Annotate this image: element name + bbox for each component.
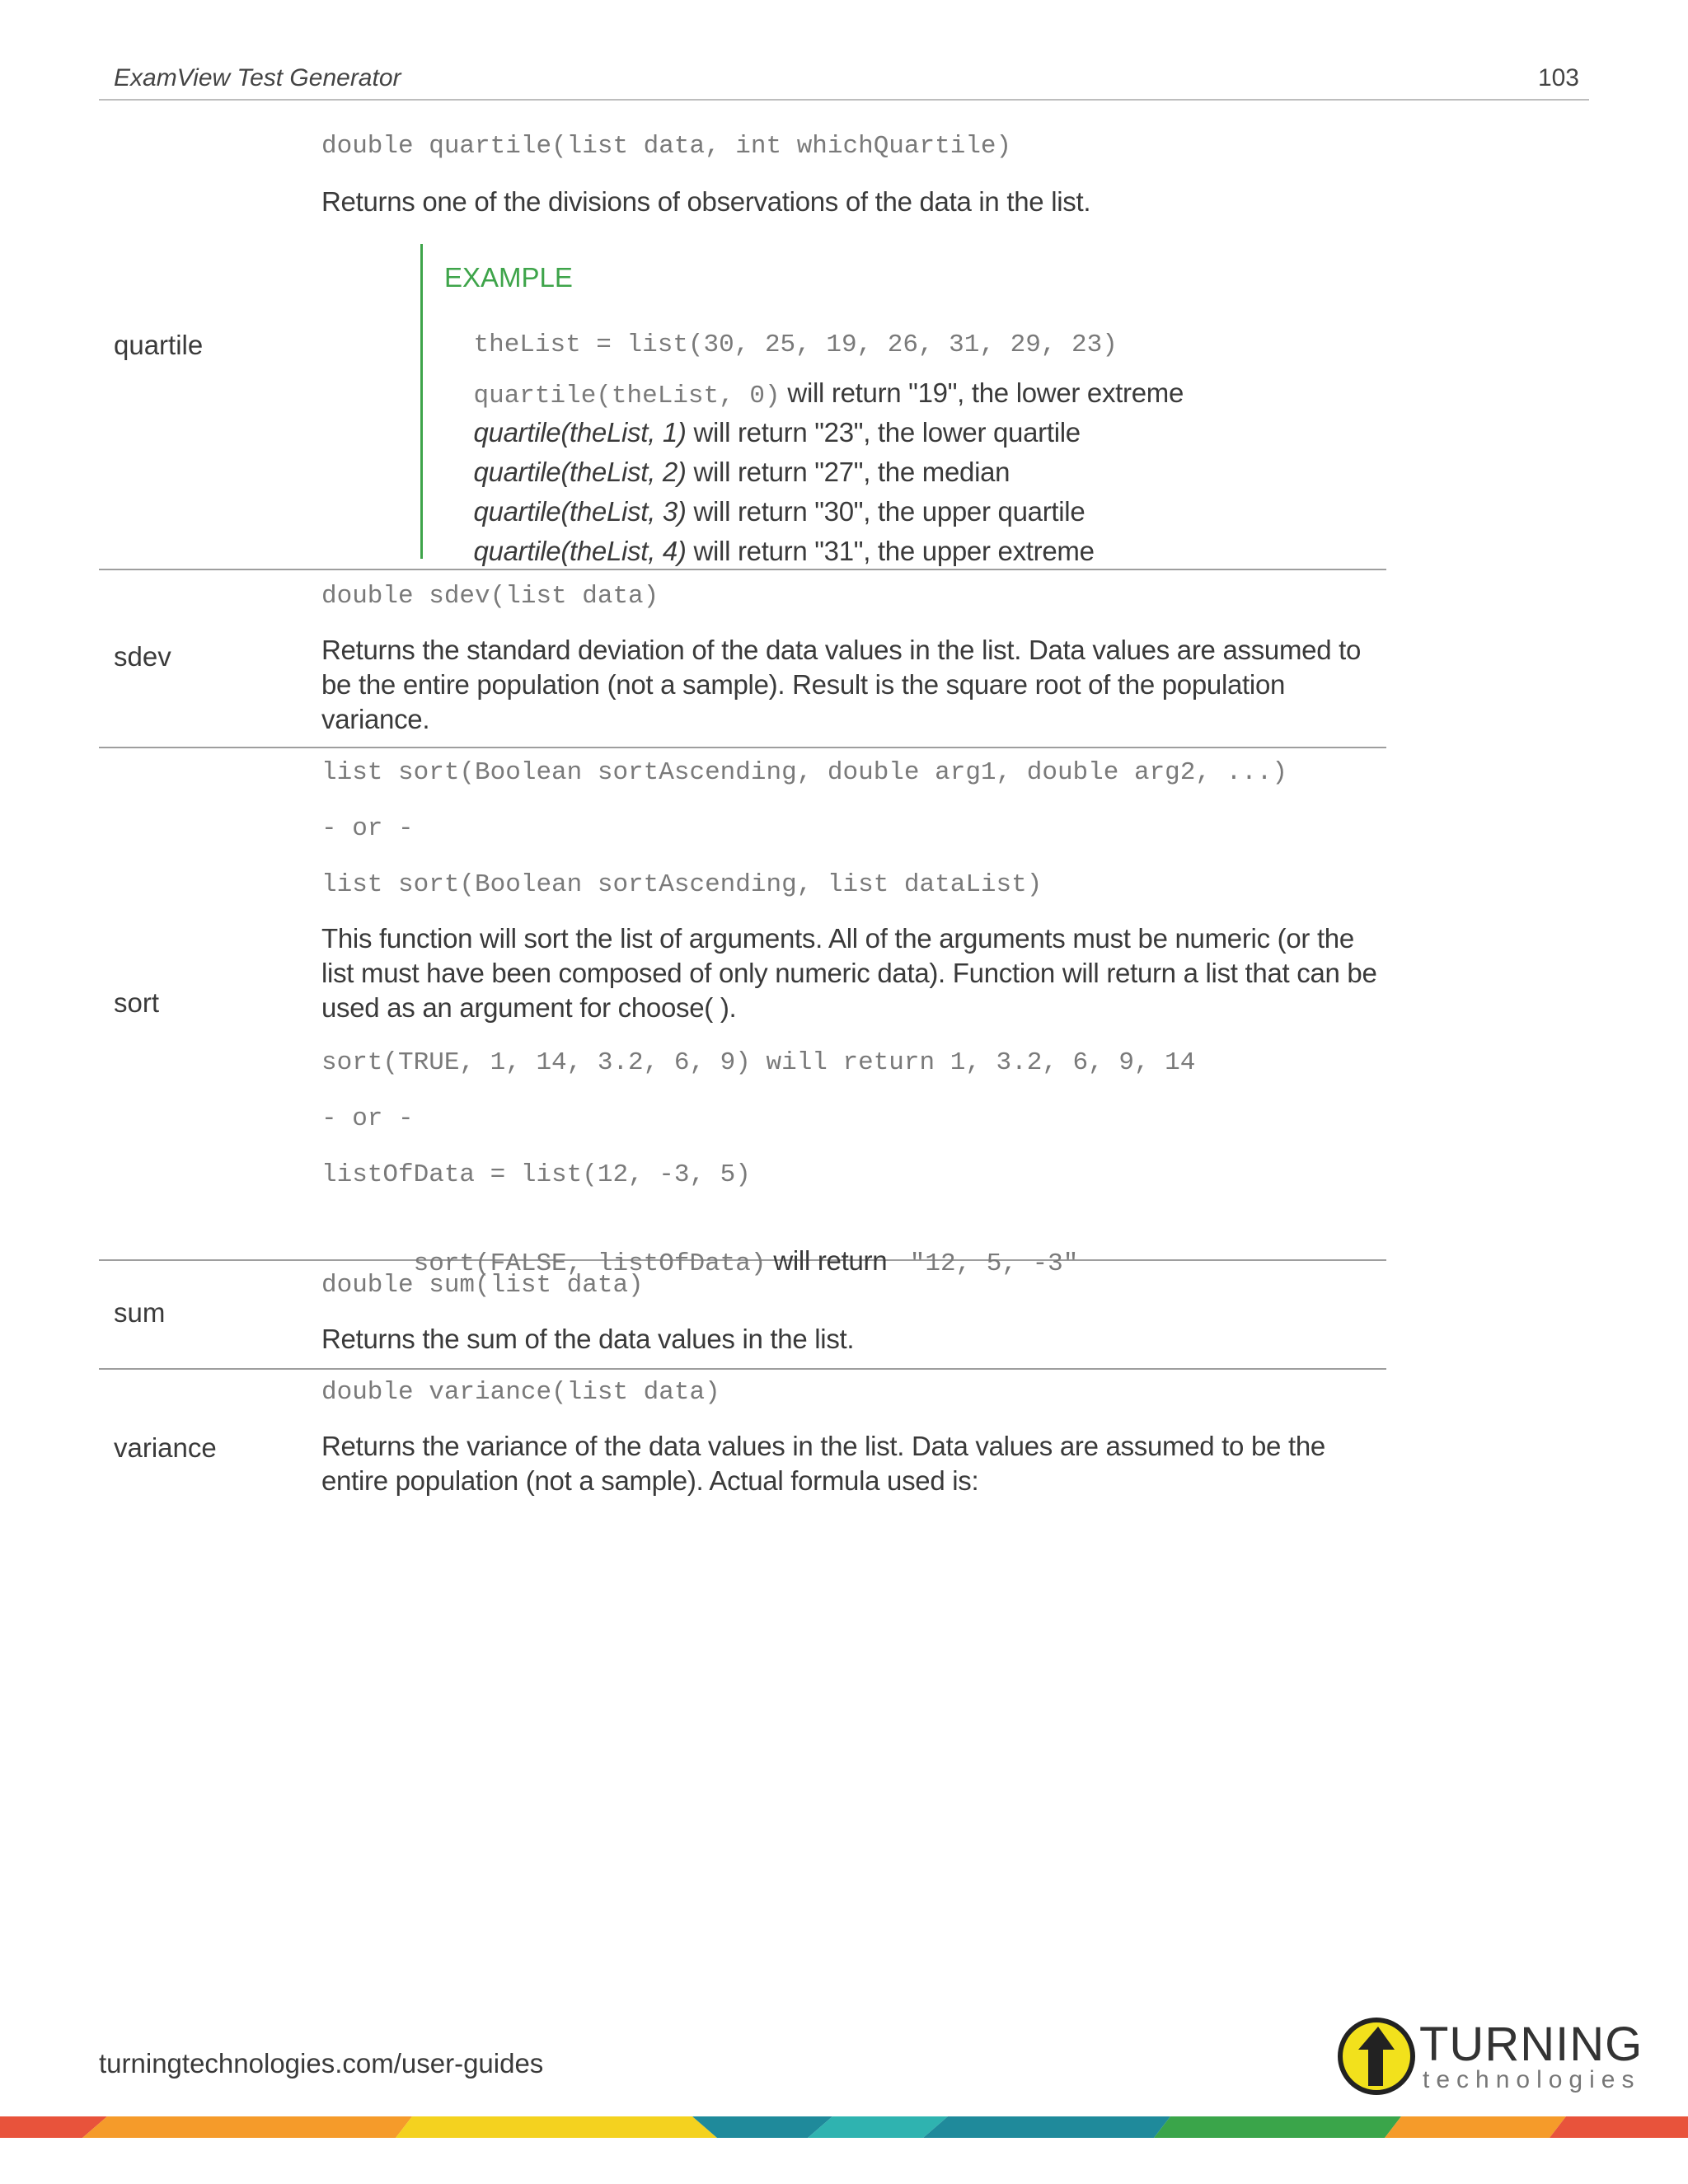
example-heading: EXAMPLE [444,262,573,293]
footer-color-stripe [0,2116,1688,2138]
function-signature: double sum(list data) [321,1271,644,1300]
page-number: 103 [1537,64,1579,91]
function-signature: double quartile(list data, int whichQuartile) [321,132,1012,161]
table-row-sdev [99,570,1386,748]
function-description: Returns the variance of the data values in the list. Data values are assumed to be the entire population (not a sample). Actual formula used is: [321,1431,1325,1496]
logo-subtext: technologies [1423,2066,1641,2093]
footer-url: turningtechnologies.com/user-guides [99,2048,544,2079]
stripe-segment [82,2116,412,2138]
example-line: sort(FALSE, listOfData) will return "12, 5, -3" [413,1245,1079,1278]
or-separator: - or - [321,814,414,843]
or-separator: - or - [321,1104,414,1133]
function-description: Returns the sum of the data values in the list. [321,1324,855,1354]
function-signature: list sort(Boolean sortAscending, double arg1, double arg2, ...) [321,758,1287,787]
function-signature: double variance(list data) [321,1378,720,1407]
page-header [99,51,1589,101]
example-line: quartile(theList, 2) will return "27", the median [473,457,1010,487]
term-variance: variance [114,1432,217,1463]
term-sum: sum [114,1297,166,1328]
turning-arrow-icon [1335,2015,1418,2097]
stripe-segment [396,2116,717,2138]
document-title: ExamView Test Generator [114,64,401,91]
example-line: quartile(theList, 0) will return "19", the lower extreme [473,377,1184,410]
stripe-segment [1385,2116,1566,2138]
example-list-definition: theList = list(30, 25, 19, 26, 31, 29, 23) [473,330,1118,359]
example-line: sort(TRUE, 1, 14, 3.2, 6, 9) will return 1, 3.2, 6, 9, 14 [321,1048,1196,1077]
stripe-segment [923,2116,1170,2138]
logo-wordmark: TURNING [1419,2018,1643,2071]
term-sort: sort [114,987,160,1018]
term-quartile: quartile [114,330,204,360]
function-description: Returns the standard deviation of the data values in the list. Data values are assumed to be the entire population (not a sample). Result is the square root of the population variance. [321,635,1362,734]
function-signature-alt: list sort(Boolean sortAscending, list dataList) [321,870,1043,899]
example-line: quartile(theList, 3) will return "30", the upper quartile [473,496,1085,527]
function-signature: double sdev(list data) [321,582,659,611]
example-box [420,244,1247,566]
stripe-segment [1550,2116,1688,2138]
table-row-variance [99,1370,1386,1510]
table-row-sum [99,1261,1386,1370]
turning-technologies-logo [1335,2015,1648,2097]
function-description: Returns one of the divisions of observations of the data in the list. [321,186,1091,217]
term-sdev: sdev [114,641,171,672]
table-row-sort [99,748,1386,1278]
example-line: listOfData = list(12, -3, 5) [321,1160,751,1189]
function-description: This function will sort the list of arguments. All of the arguments must be numeric (or the list must have been composed of only numeric data). Function will return a list that can be used as an argument for choose( ). [321,923,1377,1023]
example-line: quartile(theList, 1) will return "23", the lower quartile [473,417,1081,448]
stripe-segment [1154,2116,1401,2138]
example-line: quartile(theList, 4) will return "31", the upper extreme [473,536,1095,566]
